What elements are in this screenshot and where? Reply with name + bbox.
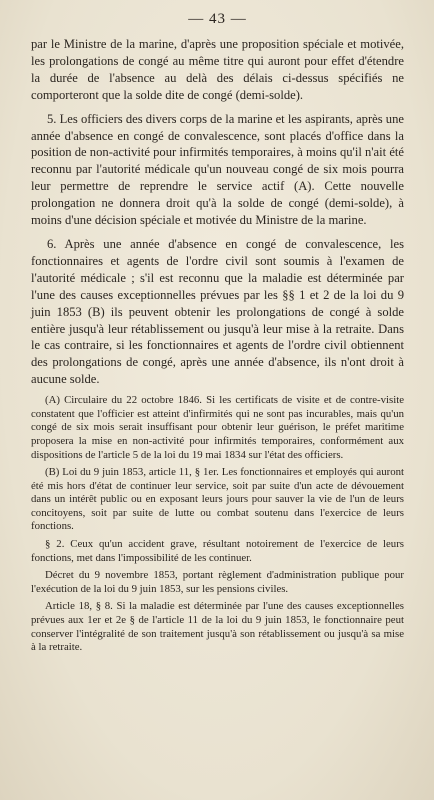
footnote-paragraph: (B) Loi du 9 juin 1853, article 11, § 1er. Les fonctionnaires et employés qui auront été mis hors d'état de continuer leur service, soit par suite d'un acte de dévouement dans un intérêt public ou en exposant leurs jours pour sauver la vie de l'un de leurs concitoyens, soit par suite de lutte ou combat soutenu dans l'exercice de leurs fonctions. — [31, 466, 404, 533]
main-text — [31, 36, 404, 388]
footnotes — [31, 394, 404, 655]
footnote-paragraph: Décret du 9 novembre 1853, portant règlement d'administration publique pour l'exécution de la loi du 9 juin 1853, sur les pensions civiles. — [31, 569, 404, 595]
body-paragraph: 5. Les officiers des divers corps de la marine et les aspirants, après une année d'absence en congé de convalescence, sont placés d'office dans la position de non-activité pour infirmités temporaires, à moins qu'il n'ait été reconnu par l'autorité médicale qu'un nouveau congé de six mois pourra leur permettre de reprendre le service actif (A). Cette nouvelle prolongation ne donnera droit qu'à la solde de congé (demi-solde), à moins d'une décision spéciale et motivée du Ministre de la marine. — [31, 111, 404, 228]
footnote-paragraph: Article 18, § 8. Si la maladie est déterminée par l'une des causes exceptionnelles prévues aux 1er et 2e § de l'article 11 de la loi du 9 juin 1853, le fonctionnaire peut conserver l'intégralité de son traitement jusqu'à son rétablissement ou jusqu'à sa mise à la retraite. — [31, 600, 404, 654]
page-number: — 43 — — [188, 11, 247, 27]
body-paragraph: 6. Après une année d'absence en congé de convalescence, les fonctionnaires et agents de l'ordre civil sont soumis à l'examen de l'autorité médicale ; s'il est reconnu que la maladie est déterminée par l'une des causes exceptionnelles prévues par les §§ 1 et 2 de la loi du 9 juin 1853 (B) ils peuvent obtenir les prolongations de congé à solde entière jusqu'à leur rétablissement ou jusqu'à leur mise à la retraite. Dans le cas contraire, si les fonctionnaires et agents de l'ordre civil obtiennent des prolongations de congé, après une année d'absence, ils n'ont droit à aucune solde. — [31, 236, 404, 387]
footnote-paragraph: § 2. Ceux qu'un accident grave, résultant notoirement de l'exercice de leurs fonctions, met dans l'impossibilité de les continuer. — [31, 538, 404, 564]
body-paragraph: par le Ministre de la marine, d'après une proposition spéciale et motivée, les prolongations de congé au même titre qui auront pour effet d'étendre la durée de l'absence au delà des délais ci-dessus spécifiés ne comporteront que la solde dite de congé (demi-solde). — [31, 37, 404, 102]
footnote-paragraph: (A) Circulaire du 22 octobre 1846. Si les certificats de visite et de contre-visite constatent que l'officier est atteint d'infirmités qui ne sont pas incurables, mais qu'un congé de six mois serait insuffisant pour obtenir leur guérison, le préfet maritime proposera la mise en non-activité pour infirmités temporaires, conformément aux dispositions de l'article 5 de la loi du 19 mai 1834 sur l'état des officiers. — [31, 394, 404, 461]
